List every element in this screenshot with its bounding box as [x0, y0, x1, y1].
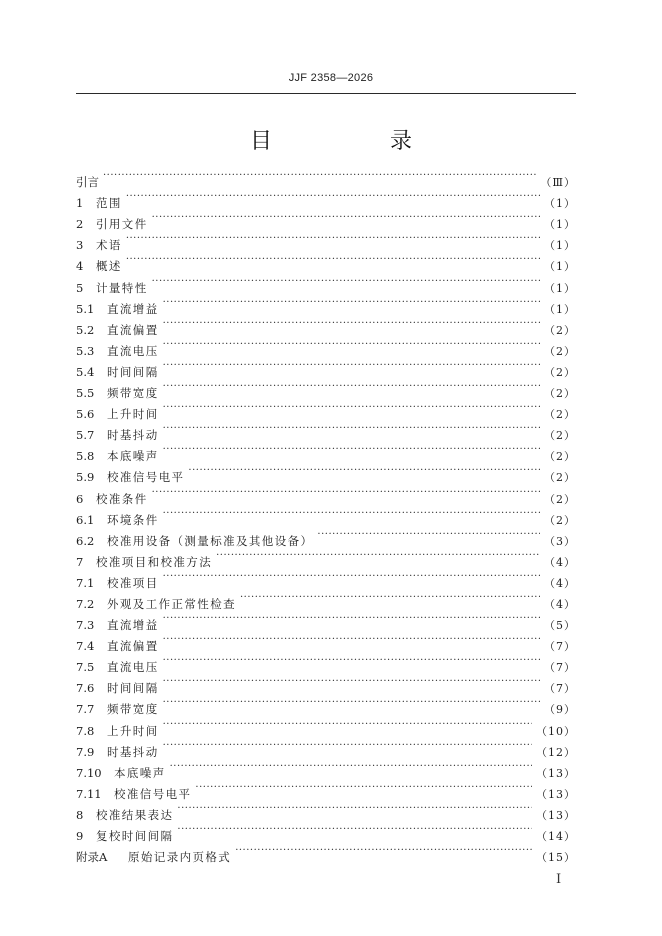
toc-entry-title: 校准条件 — [96, 491, 148, 506]
toc-entry-title: 校准项目 — [107, 575, 159, 590]
toc-entry-page: （13） — [536, 787, 576, 801]
toc-entry-title: 校准信号电平 — [114, 786, 192, 801]
dot-leader — [126, 228, 540, 249]
toc-entry-number: 5 — [76, 280, 84, 295]
dot-leader — [163, 355, 540, 376]
toc-entry-page: （Ⅲ） — [540, 176, 576, 190]
toc-entry-title: 外观及工作正常性检查 — [107, 596, 236, 611]
toc-entry-page: （2） — [544, 450, 576, 464]
dot-leader — [188, 460, 540, 481]
toc-entry-page: （1） — [544, 239, 576, 253]
toc-entry-number: 7.11 — [76, 786, 102, 801]
toc-entry[interactable] — [76, 503, 576, 527]
dot-leader — [163, 629, 540, 650]
toc-entry-number: 7.1 — [76, 575, 95, 590]
toc-entry-number: 7.9 — [76, 744, 95, 759]
toc-entry[interactable] — [76, 292, 576, 316]
toc-entry-title: 时间间隔 — [107, 364, 159, 379]
toc-entry-title: 直流增益 — [107, 618, 159, 633]
dot-leader — [195, 777, 532, 798]
dot-leader — [177, 819, 532, 840]
toc-entry-number: 7.10 — [76, 765, 102, 780]
toc-entry-title: 环境条件 — [107, 512, 159, 527]
toc-entry-number: 5.9 — [76, 470, 95, 485]
dot-leader — [152, 481, 540, 502]
header-divider — [76, 93, 576, 94]
toc-entry-page: （2） — [544, 387, 576, 401]
toc-entry-page: （2） — [544, 408, 576, 422]
toc-entry-number: 3 — [76, 238, 84, 253]
toc-entry-page: （7） — [544, 682, 576, 696]
toc-entry-page: （7） — [544, 640, 576, 654]
toc-entry-page: （2） — [544, 344, 576, 358]
dot-leader — [163, 334, 540, 355]
toc-entry-title: 引用文件 — [96, 217, 148, 232]
toc-entry-number: 6.1 — [76, 512, 95, 527]
toc-entry-page: （4） — [544, 555, 576, 569]
toc-entry-page: （14） — [536, 830, 576, 843]
dot-leader — [163, 376, 540, 397]
toc-entry-number: 2 — [76, 217, 84, 232]
toc-entry[interactable] — [76, 186, 576, 211]
dot-leader — [103, 165, 536, 186]
toc-entry-number: 7.3 — [76, 618, 95, 633]
toc-entry-title: 校准用设备（测量标准及其他设备） — [107, 533, 314, 548]
dot-leader — [152, 207, 540, 228]
toc-entry-page: （2） — [544, 365, 576, 379]
toc-entry-number: 附录A — [76, 850, 108, 865]
dot-leader — [163, 397, 540, 418]
toc-entry-title: 范围 — [96, 196, 122, 211]
toc-entry-page: （10） — [536, 724, 576, 738]
toc-entry-title: 频带宽度 — [107, 386, 159, 401]
toc-entry-number: 8 — [76, 807, 84, 822]
toc-entry-page: （1） — [544, 197, 576, 211]
toc-entry-page: （1） — [544, 260, 576, 274]
toc-entry[interactable] — [76, 249, 576, 274]
toc-entry-page: （4） — [544, 576, 576, 590]
dot-leader — [235, 840, 532, 861]
toc-entry-page: （12） — [536, 745, 576, 759]
toc-entry-number: 5.7 — [76, 428, 95, 443]
toc-entry-title: 本底噪声 — [107, 449, 159, 464]
toc-entry-page: （13） — [536, 808, 576, 822]
toc-entry-number: 5.6 — [76, 407, 95, 422]
toc-entry-number: 7.6 — [76, 681, 95, 696]
toc-entry-title: 直流电压 — [107, 343, 159, 358]
toc-entry-title: 时基抖动 — [107, 744, 159, 759]
dot-leader — [216, 545, 540, 566]
toc-entry-page: （15） — [536, 851, 576, 865]
dot-leader — [163, 439, 540, 460]
toc-entry-page: （5） — [544, 619, 576, 633]
toc-entry-title: 本底噪声 — [114, 765, 166, 780]
dot-leader — [163, 671, 540, 692]
dot-leader — [177, 798, 532, 819]
dot-leader — [163, 503, 540, 524]
toc-entry-title: 直流电压 — [107, 660, 159, 675]
toc-entry-page: （1） — [544, 281, 576, 295]
toc-entry-page: （13） — [536, 766, 576, 780]
dot-leader — [163, 292, 540, 313]
dot-leader — [170, 756, 532, 777]
dot-leader — [163, 608, 540, 629]
toc-entry-page: （2） — [544, 513, 576, 527]
dot-leader — [126, 186, 540, 207]
toc-entry[interactable] — [76, 228, 576, 253]
dot-leader — [163, 418, 540, 439]
toc-entry-title: 校准项目和校准方法 — [96, 554, 213, 569]
toc-entry-page: （7） — [544, 661, 576, 675]
toc-entry-title: 直流增益 — [107, 301, 159, 316]
toc-entry-number: 4 — [76, 259, 84, 274]
toc-entry-number: 7.5 — [76, 660, 95, 675]
dot-leader — [163, 692, 540, 713]
toc-entry-title: 术语 — [96, 238, 122, 253]
toc-entry-page: （1） — [544, 218, 576, 232]
toc-entry-title: 直流偏置 — [107, 322, 159, 337]
toc-entry-title: 频带宽度 — [107, 702, 159, 717]
toc-entry-title: 时基抖动 — [107, 428, 159, 443]
dot-leader — [163, 566, 540, 587]
table-of-contents — [76, 165, 576, 865]
toc-entry-title: 原始记录内页格式 — [128, 850, 232, 865]
toc-entry-title: 上升时间 — [107, 723, 159, 738]
standard-code: JJF 2358—2026 — [288, 72, 374, 84]
toc-entry[interactable] — [76, 481, 576, 506]
toc-entry-number: 7 — [76, 554, 84, 569]
toc-entry-page: （2） — [544, 471, 576, 485]
toc-entry-number: 5.1 — [76, 301, 95, 316]
toc-title: 目 录 — [249, 129, 460, 154]
toc-entry-number: 5.8 — [76, 449, 95, 464]
toc-entry-page: （2） — [544, 429, 576, 443]
toc-entry-page: （3） — [544, 534, 576, 548]
toc-entry-number: 5.3 — [76, 343, 95, 358]
toc-entry-number: 9 — [76, 829, 84, 843]
toc-entry-number: 7.7 — [76, 702, 95, 717]
toc-entry-number: 7.2 — [76, 596, 95, 611]
toc-entry-number: 5.5 — [76, 386, 95, 401]
toc-entry-page: （4） — [544, 597, 576, 611]
toc-entry-number: 7.8 — [76, 723, 95, 738]
toc-entry[interactable] — [76, 207, 576, 232]
toc-entry-number: 6.2 — [76, 533, 95, 548]
toc-entry-number: 5.2 — [76, 322, 95, 337]
dot-leader — [163, 713, 532, 734]
dot-leader — [240, 587, 540, 608]
toc-entry-title: 校准结果表达 — [96, 807, 174, 822]
toc-entry[interactable] — [76, 270, 576, 295]
dot-leader — [163, 735, 532, 756]
toc-entry-page: （9） — [544, 703, 576, 717]
toc-entry-number: 1 — [76, 196, 84, 211]
toc-entry-title: 直流偏置 — [107, 639, 159, 654]
toc-entry-number: 7.4 — [76, 639, 95, 654]
toc-entry-title: 校准信号电平 — [107, 470, 185, 485]
toc-entry-number: 引言 — [76, 175, 99, 190]
toc-entry-page: （1） — [544, 302, 576, 316]
page-number: I — [556, 872, 562, 887]
toc-entry-number: 6 — [76, 491, 84, 506]
dot-leader — [152, 270, 540, 291]
toc-entry-title: 上升时间 — [107, 407, 159, 422]
toc-entry[interactable] — [76, 165, 576, 190]
dot-leader — [163, 313, 540, 334]
toc-entry-title: 概述 — [96, 259, 122, 274]
toc-entry-page: （2） — [544, 492, 576, 506]
toc-entry-title: 计量特性 — [96, 280, 148, 295]
toc-entry-number: 5.4 — [76, 364, 95, 379]
toc-entry-title: 时间间隔 — [107, 681, 159, 696]
dot-leader — [163, 650, 540, 671]
toc-entry-page: （2） — [544, 323, 576, 337]
toc-entry-title: 复校时间间隔 — [96, 829, 174, 843]
dot-leader — [317, 524, 540, 545]
dot-leader — [126, 249, 540, 270]
